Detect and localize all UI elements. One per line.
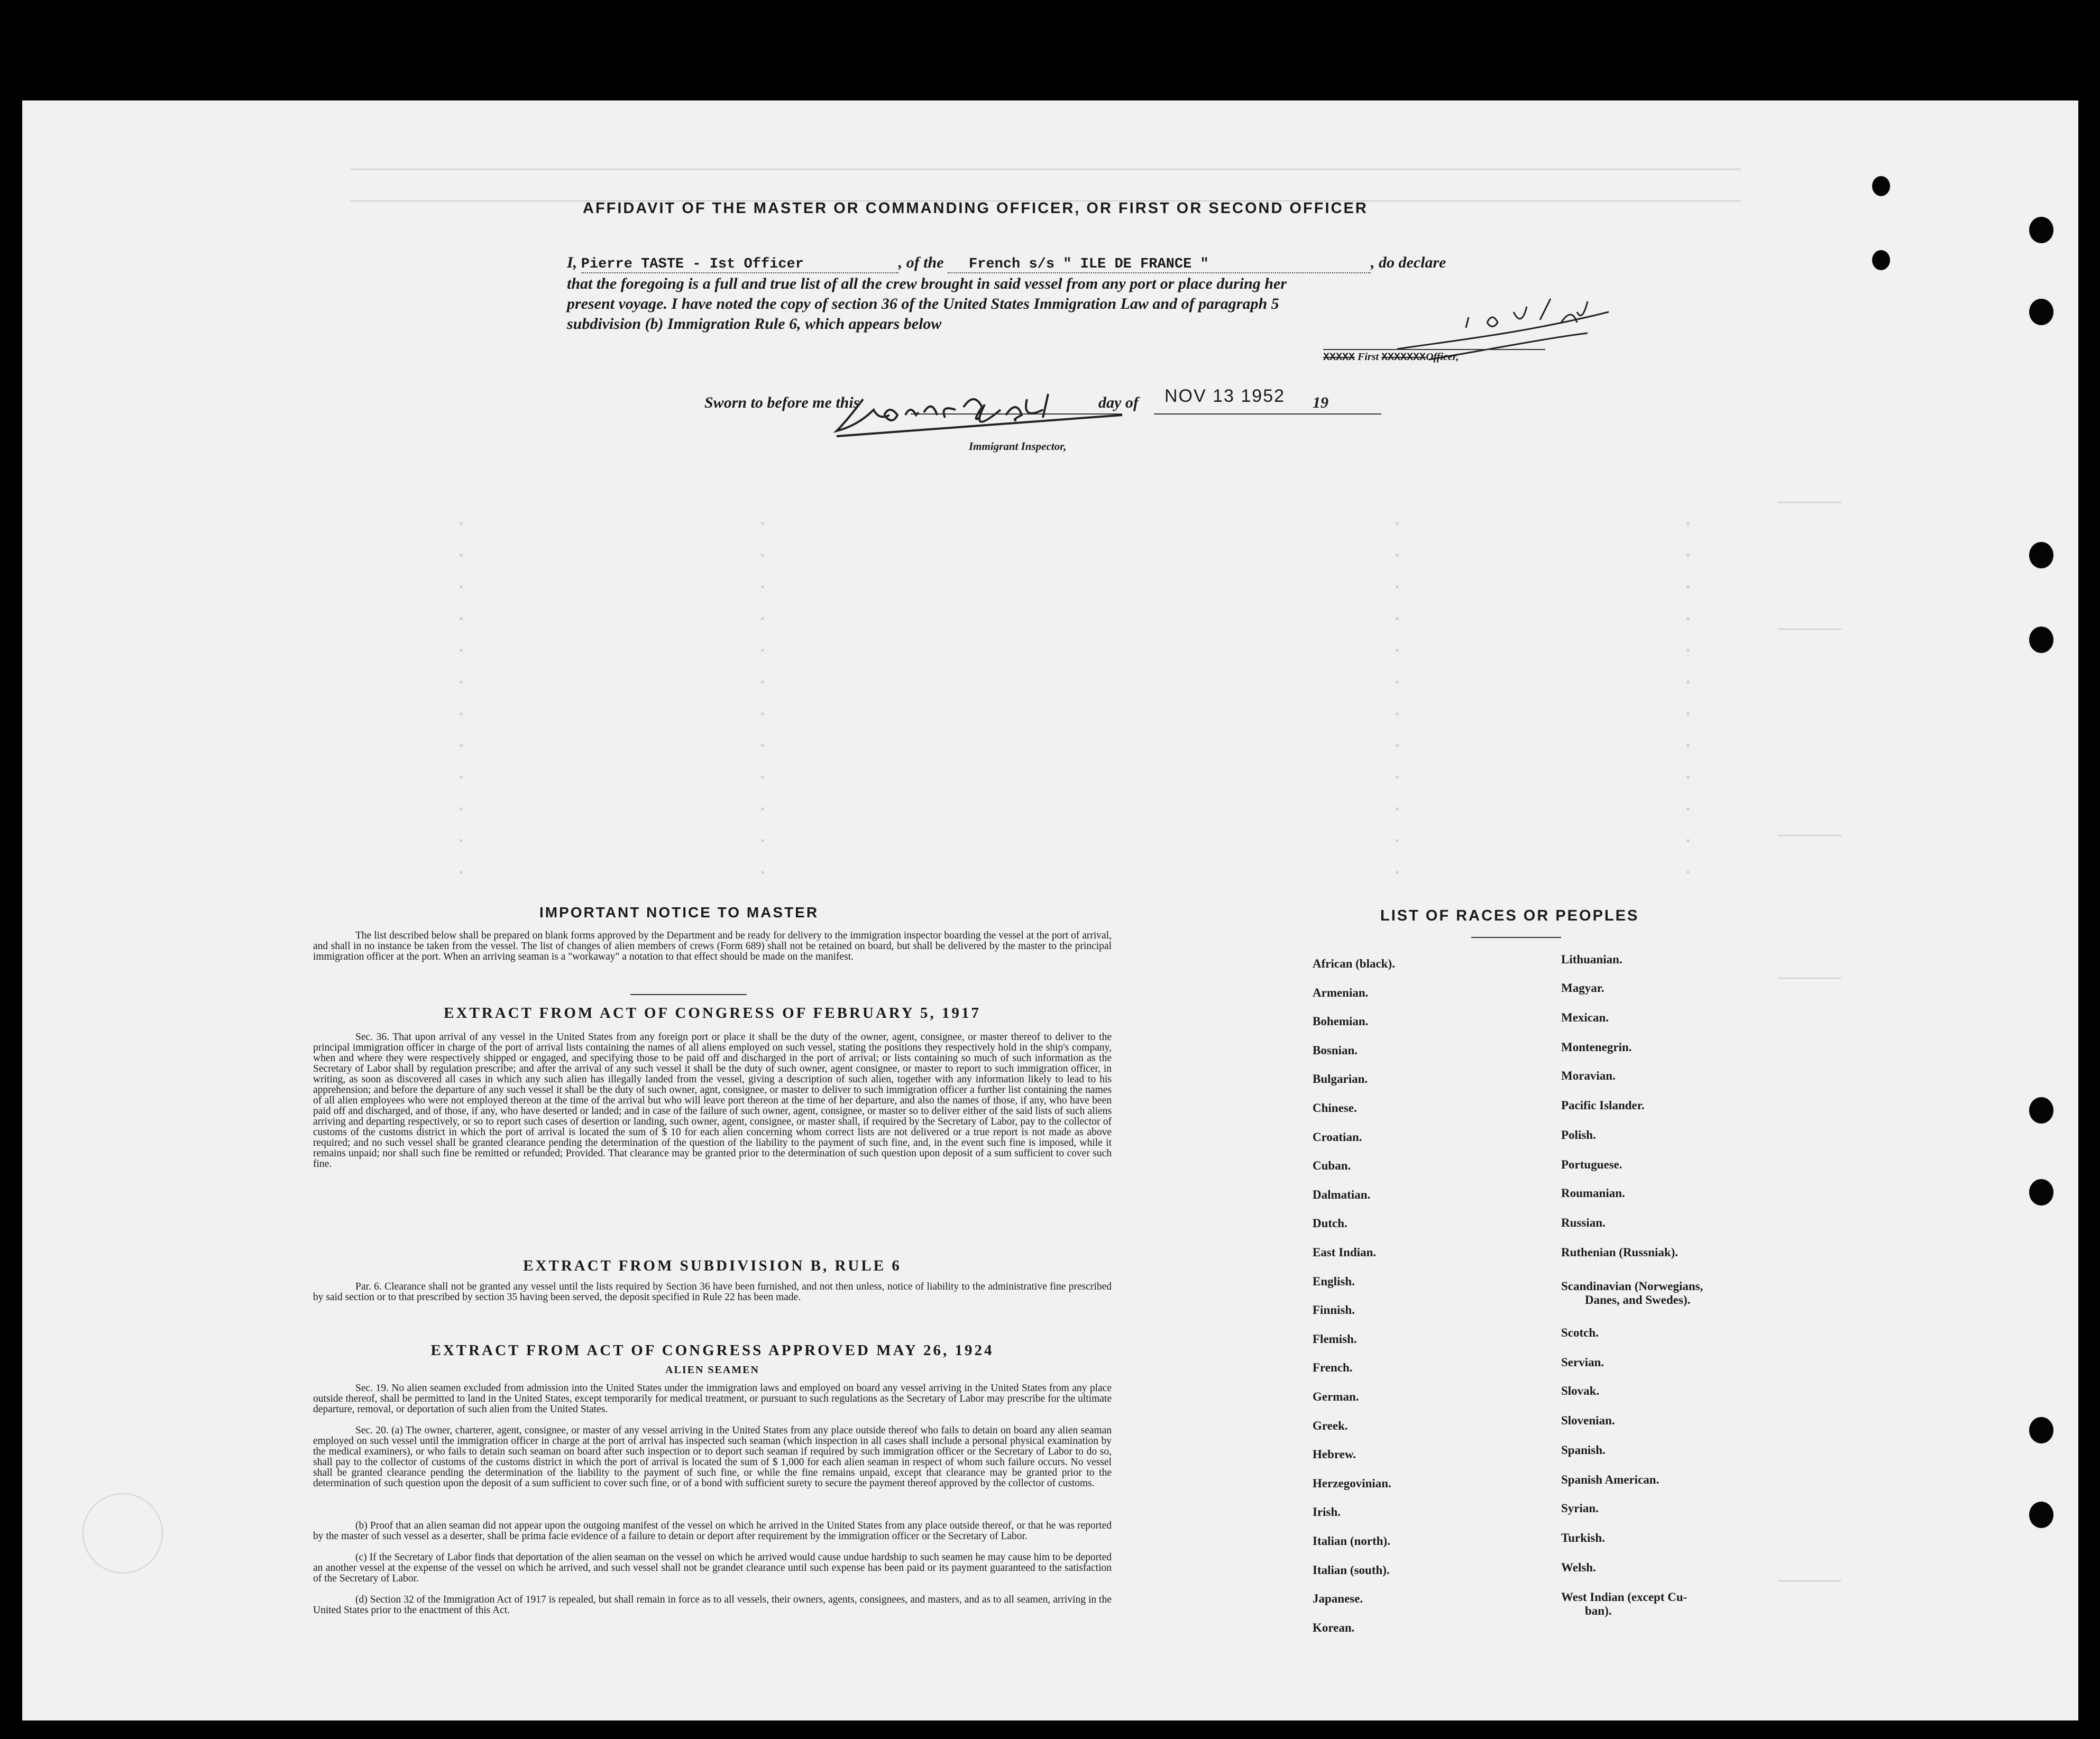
declaration-prefix: I,: [567, 254, 577, 271]
race-right-item: Welsh.: [1561, 1561, 1596, 1574]
race-left-item: Italian (north).: [1313, 1534, 1390, 1548]
race-right-item: West Indian (except Cu-: [1561, 1590, 1688, 1604]
do-declare-text: , do declare: [1371, 254, 1446, 271]
race-left-item: East Indian.: [1313, 1246, 1377, 1259]
affidavit-line-1: [567, 254, 1446, 273]
day-of-text: day of: [1098, 394, 1139, 411]
race-right-item: Magyar.: [1561, 981, 1604, 995]
rule6-title: EXTRACT FROM SUBDIVISION B, RULE 6: [523, 1257, 902, 1274]
caption-officer: Officer,: [1426, 351, 1459, 363]
caption-first: First: [1358, 351, 1379, 363]
sworn-text: Sworn to before me this: [704, 394, 860, 411]
vessel-name: French s/s " ILE DE FRANCE ": [948, 256, 1371, 273]
race-left-item: Bohemian.: [1313, 1015, 1369, 1028]
notice-body: The list described below shall be prepared on blank forms approved by the Department and be ready for delivery to the immigration inspector boarding the vessel at the port of arrival, and shall in no instance be taken from the vessel. The list of changes of alien members of crews (Form 689) shall not be retained on board, but shall be delivered by the master to the principal immigration officer at the port. When an arriving seaman is a "workaway" a notation to that effect should be made on the manifest.: [313, 930, 1112, 962]
sec20b-body: (b) Proof that an alien seaman did not appear upon the outgoing manifest of the vessel on which he arrived in the United States from any place outside thereof, or that he was reported by the master of such vessel as a deserter, shall be prima facie evidence of a failure to detain or deport after requirement by the immigration officer or the Secretary of Labor.: [313, 1520, 1112, 1542]
race-right-item: Mexican.: [1561, 1011, 1609, 1024]
race-right-item: ban).: [1585, 1604, 1612, 1617]
race-left-item: Finnish.: [1313, 1303, 1355, 1317]
race-left-item: Flemish.: [1313, 1332, 1357, 1346]
race-right-item: Servian.: [1561, 1356, 1604, 1369]
sec20d-body: (d) Section 32 of the Immigration Act of 1917 is repealed, but shall remain in force as to all vessels, their owners, agents, consignees, and masters, and as to all seamen, arriving in the United States prior to the enactment of this Act.: [313, 1594, 1112, 1616]
notice-rule: [630, 994, 747, 995]
race-left-item: Italian (south).: [1313, 1563, 1390, 1577]
race-left-item: Greek.: [1313, 1419, 1348, 1432]
date-stamp: NOV 13 1952: [1164, 386, 1286, 406]
race-left-item: Bosnian.: [1313, 1043, 1358, 1057]
race-right-item: Pacific Islander.: [1561, 1099, 1645, 1112]
race-right-item: Spanish.: [1561, 1443, 1606, 1457]
race-left-item: Chinese.: [1313, 1101, 1357, 1115]
race-left-item: Irish.: [1313, 1505, 1341, 1519]
race-left-item: Hebrew.: [1313, 1448, 1356, 1461]
race-left-item: Korean.: [1313, 1621, 1355, 1634]
struck-commanding: XXXXXXX: [1381, 352, 1426, 364]
race-right-item: Russian.: [1561, 1216, 1606, 1229]
race-left-item: Japanese.: [1313, 1592, 1363, 1606]
officer-name: Pierre TASTE - Ist Officer: [581, 256, 898, 273]
date-underline: [1154, 413, 1381, 415]
race-right-item: Syrian.: [1561, 1502, 1599, 1515]
race-right-item: Slovenian.: [1561, 1414, 1615, 1427]
rule6-body: Par. 6. Clearance shall not be granted any vessel until the lists required by Section 36 have been furnished, and not then unless, notice of liability to the administrative fine prescribed by said section or to that prescribed by section 35 having been served, the deposit specified in Rule 22 has been made.: [313, 1281, 1112, 1303]
inspector-caption: Immigrant Inspector,: [969, 440, 1067, 453]
race-right-item: Slovak.: [1561, 1384, 1600, 1397]
race-right-item: Turkish.: [1561, 1531, 1605, 1544]
race-left-item: Armenian.: [1313, 986, 1369, 999]
alien-seamen-subtitle: ALIEN SEAMEN: [665, 1364, 759, 1376]
officer-caption: [1323, 349, 1545, 364]
race-right-item: Scotch.: [1561, 1326, 1599, 1339]
affidavit-line-4: subdivision (b) Immigration Rule 6, which appears below: [567, 315, 942, 333]
of-the-text: , of the: [898, 254, 944, 271]
race-right-item: Ruthenian (Russniak).: [1561, 1246, 1679, 1259]
sec19-body: Sec. 19. No alien seamen excluded from admission into the United States under the immigration laws and employed on board any vessel arriving in the United States from any place outside thereof, shall be permitted to land in the United States, except temporarily for medical treatment, or pursuant to such regulations as the Secretary of Labor may prescribe for the ultimate departure, removal, or deportation of such alien from the United States.: [313, 1383, 1112, 1415]
affidavit-line-2: that the foregoing is a full and true list of all the crew brought in said vessel from any port or place during her: [567, 275, 1287, 292]
race-right-item: Spanish American.: [1561, 1473, 1659, 1486]
race-left-item: Croatian.: [1313, 1130, 1362, 1144]
race-right-item: Montenegrin.: [1561, 1041, 1632, 1054]
race-left-item: Herzegovinian.: [1313, 1476, 1391, 1490]
extract-1917-body: Sec. 36. That upon arrival of any vessel in the United States from any foreign port or place it shall be the duty of the owner, agent, consignee, or master thereof to deliver to the principal immigration officer in charge of the port of arrival lists containing the names of all aliens employed on such vessel, stating the positions they respectively hold in the ship's company, when and where they were respectively shipped or engaged, and specifying those to be paid off and discharged in the port of arrival; or lists containing so much of such information as the Secretary of Labor shall by regulation prescribe; and after the arrival of any such vessel it shall be the duty of such owner, agent consignee, or master to report to such immigration officer, in writing, as soon as discovered all cases in which any such alien has illegally landed from the vessel, giving a description of such alien, together with any information likely to lead to his apprehension; and before the departure of any such vessel it shall be the duty of such owner, agnt, consignee, or master to deliver to such immigration officer a further list containing the names of all alien employees who were not employed thereon at the time of the arrival but who will leave port thereon at the time of her departure, and also the names of those, if any, who have been paid off and discharged, and of those, if any, who have deserted or landed; and in case of the failure of such owner, agent, consignee, or master so to deliver either of the said lists of such aliens arriving and departing respectively, or so to report such cases of desertion or landing, such owner, agent, consignee, or master shall, if required by the Secretary of Labor, pay to the collector of customs of the customs district in which the port of arrival is located the sum of $ 10 for each alien concerning whom correct lists are not delivered or a true report is not made as above required; and no such vessel shall be granted clearance pending the determination of the question of the liability to the payment of such fine, and, in the event such fine is imposed, while it remains unpaid; nor shall such fine be remitted or refunded; Provided. That clearance may be granted prior to the determination of such question upon deposit of a sum sufficient to cover such fine.: [313, 1032, 1112, 1170]
extract-1924-title: EXTRACT FROM ACT OF CONGRESS APPROVED MAY 26, 1924: [430, 1342, 994, 1359]
inspector-signature: [826, 383, 1143, 447]
race-right-item: Danes, and Swedes).: [1585, 1293, 1691, 1306]
race-left-item: German.: [1313, 1390, 1359, 1403]
race-right-item: Scandinavian (Norwegians,: [1561, 1280, 1703, 1293]
notice-title: IMPORTANT NOTICE TO MASTER: [539, 904, 819, 921]
races-rule: [1471, 937, 1561, 938]
race-left-item: English.: [1313, 1274, 1355, 1288]
race-right-item: Portuguese.: [1561, 1158, 1622, 1171]
race-right-item: Lithuanian.: [1561, 953, 1622, 966]
race-right-item: Roumanian.: [1561, 1186, 1625, 1200]
document-page: [22, 100, 2078, 1720]
race-right-item: Moravian.: [1561, 1069, 1616, 1082]
sec20c-body: (c) If the Secretary of Labor finds that deportation of the alien seaman on the vessel on which he arrived would cause undue hardship to such seamen he may cause him to be deported an another vessel at the expense of the vessel on which he arrived, and such vessel shall not be grandet clearance until such expense has been paid or its payment guaranteed to the satisfaction of the Secretary of Labor.: [313, 1552, 1112, 1584]
year-prefix: 19: [1313, 394, 1328, 411]
struck-master: XXXXX: [1323, 352, 1355, 364]
race-left-item: Cuban.: [1313, 1159, 1351, 1173]
race-left-item: African (black).: [1313, 957, 1395, 970]
affidavit-line-3: present voyage. I have noted the copy of section 36 of the United States Immigration Law and of paragraph 5: [567, 295, 1279, 312]
extract-1917-title: EXTRACT FROM ACT OF CONGRESS OF FEBRUARY 5, 1917: [444, 1005, 981, 1022]
races-title: LIST OF RACES OR PEOPLES: [1380, 907, 1639, 924]
race-right-item: Polish.: [1561, 1128, 1596, 1142]
race-left-item: Bulgarian.: [1313, 1072, 1368, 1086]
race-left-item: Dutch.: [1313, 1217, 1347, 1230]
race-left-item: Dalmatian.: [1313, 1188, 1371, 1201]
affidavit-title: AFFIDAVIT OF THE MASTER OR COMMANDING OFFICER, OR FIRST OR SECOND OFFICER: [583, 200, 1368, 217]
race-left-item: French.: [1313, 1361, 1353, 1375]
sec20a-body: Sec. 20. (a) The owner, charterer, agent, consignee, or master of any vessel arriving in the United States from any place outside thereof who fails to detain on board any alien seaman employed on such vessel until the immigration officer in charge at the port of arrival has inspected such seaman (which inspection in all cases shall include a personal physical examination by the medical examiners), or who fails to detain such seaman on board after such inspection or to deport such seaman if required by such immigration officer or the Secretary of Labor to do so, shall pay to the collector of customs of the customs district in which the port of arrival is located the sum of $ 1,000 for each alien seaman in respect of whom such failure occurs. No vessel shall be granted clearance pending the determination of the liability to the payment of such fine, or while the fine remains unpaid, except that clearance may be granted prior to the determination of such question upon the deposit of a sum sufficient to cover such fine, or of a bond with sufficient surety to secure the payment thereof approved by the collector of customs.: [313, 1425, 1112, 1489]
